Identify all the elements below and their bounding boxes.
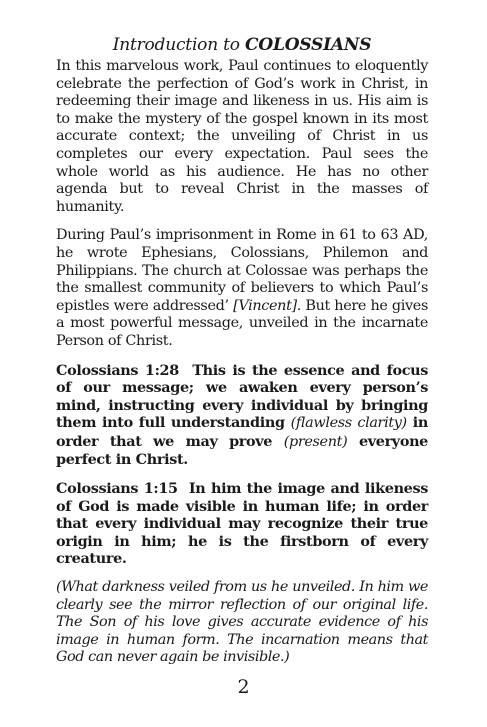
page-number: 2: [237, 676, 250, 698]
intro-paragraph-2-text-b: . But here he gives a most powerful message, unveiled in the incarnate Person of Christ.: [56, 297, 428, 349]
title-book: COLOSSIANS: [245, 35, 372, 55]
verse-text-b: in order that we may prove: [56, 414, 428, 450]
verse-text-a: This is the essence and focus of our message; we awaken every person’s mind, instructing every individual by bringing them into full understanding: [56, 361, 428, 432]
title-prefix: Introduction to: [112, 35, 246, 55]
verse-reference: Colossians 1:15: [56, 480, 178, 498]
page-title: [56, 34, 428, 56]
verse-text: In him the image and likeness of God is made visible in human life; in order that every individual may recognize their true origin in him; he is the firstborn of every creature.: [56, 480, 428, 568]
commentary-paragraph: (What darkness veiled from us he unveiled. In him we clearly see the mirror reflection of our original life. The Son of his love gives accurate evidence of his image in human form. The incarnation means that God can never again be invisible.): [56, 579, 428, 666]
intro-paragraph-2-text-a: During Paul’s imprisonment in Rome in 61 to 63 AD, he wrote Ephesians, Colossians, Philemon and Philippians. The church at Colossae was perhaps the the smallest community of believers to which Paul’s epistles were addressed’: [56, 227, 428, 314]
intro-paragraph-2: [56, 227, 428, 350]
verse-note-present: (present): [283, 433, 348, 450]
verse-text-c: everyone perfect in Christ.: [56, 432, 428, 469]
verse-colossians-1-28: [56, 362, 428, 470]
citation-vincent: [Vincent]: [233, 297, 297, 314]
verse-colossians-1-15: [56, 480, 428, 568]
page-body: [56, 34, 428, 667]
intro-paragraph-1: In this marvelous work, Paul continues to eloquently celebrate the perfection of God’s work in Christ, in redeeming their image and likeness in us. His aim is to make the mystery of the gospel known in its most accurate context; the unveiling of Christ in us completes our every expectation. Paul sees the whole world as his audience. He has no other agenda but to reveal Christ in the masses of humanity.: [56, 58, 428, 215]
verse-note-flawless-clarity: (flawless clarity): [290, 415, 407, 432]
verse-reference: Colossians 1:28: [56, 361, 179, 379]
